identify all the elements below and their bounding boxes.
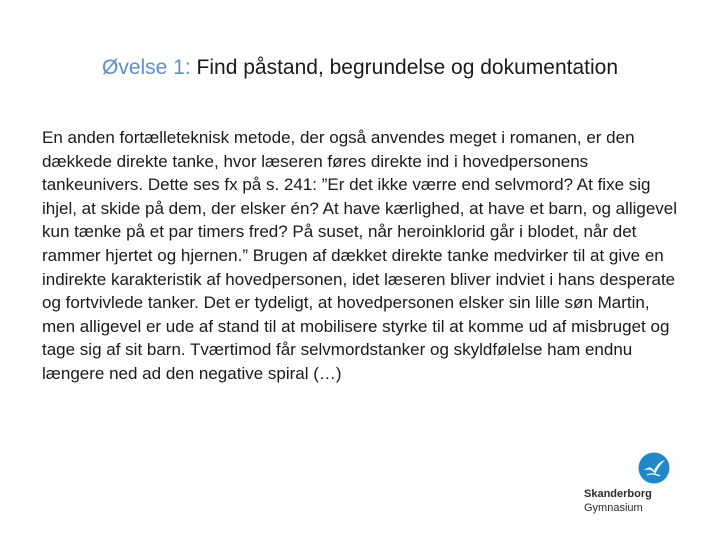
slide-title bbox=[0, 54, 720, 82]
school-logo bbox=[580, 450, 690, 520]
logo-name: Skanderborg bbox=[584, 488, 652, 500]
slide-body-text: En anden fortælleteknisk metode, der også anvendes meget i romanen, er den dækkede direkte tanke, hvor læseren føres direkte ind i hovedpersonens tankeunivers. Dette ses fx på s. 241: ”Er det ikke værre end selvmord? At fixe sig ihjel, at skide på dem, der elsker én? At have kærlighed, at have et barn, og alligevel kun tænke på et par timers fred? På suset, når heroinklorid går i blodet, når det rammer hjertet og hjernen.” Brugen af dækket direkte tanke medvirker til at give en indirekte karakteristik af hovedpersonen, idet læseren bliver indviet i hans desperate og fortvivlede tanker. Det er tydeligt, at hovedpersonen elsker sin lille søn Martin, men alligevel er ude af stand til at mobilisere styrke til at komme ud af misbruget og tage sig af sit barn. Tværtimod får selvmordstanker og skyldfølelse ham endnu længere ned ad den negative spiral (…) bbox=[42, 128, 678, 383]
title-prefix: Øvelse 1: bbox=[101, 56, 191, 79]
skanderborg-bird-logo-icon bbox=[638, 452, 670, 484]
title-main: Find påstand, begrundelse og dokumentation bbox=[196, 56, 619, 79]
logo-subtitle: Gymnasium bbox=[584, 502, 643, 514]
